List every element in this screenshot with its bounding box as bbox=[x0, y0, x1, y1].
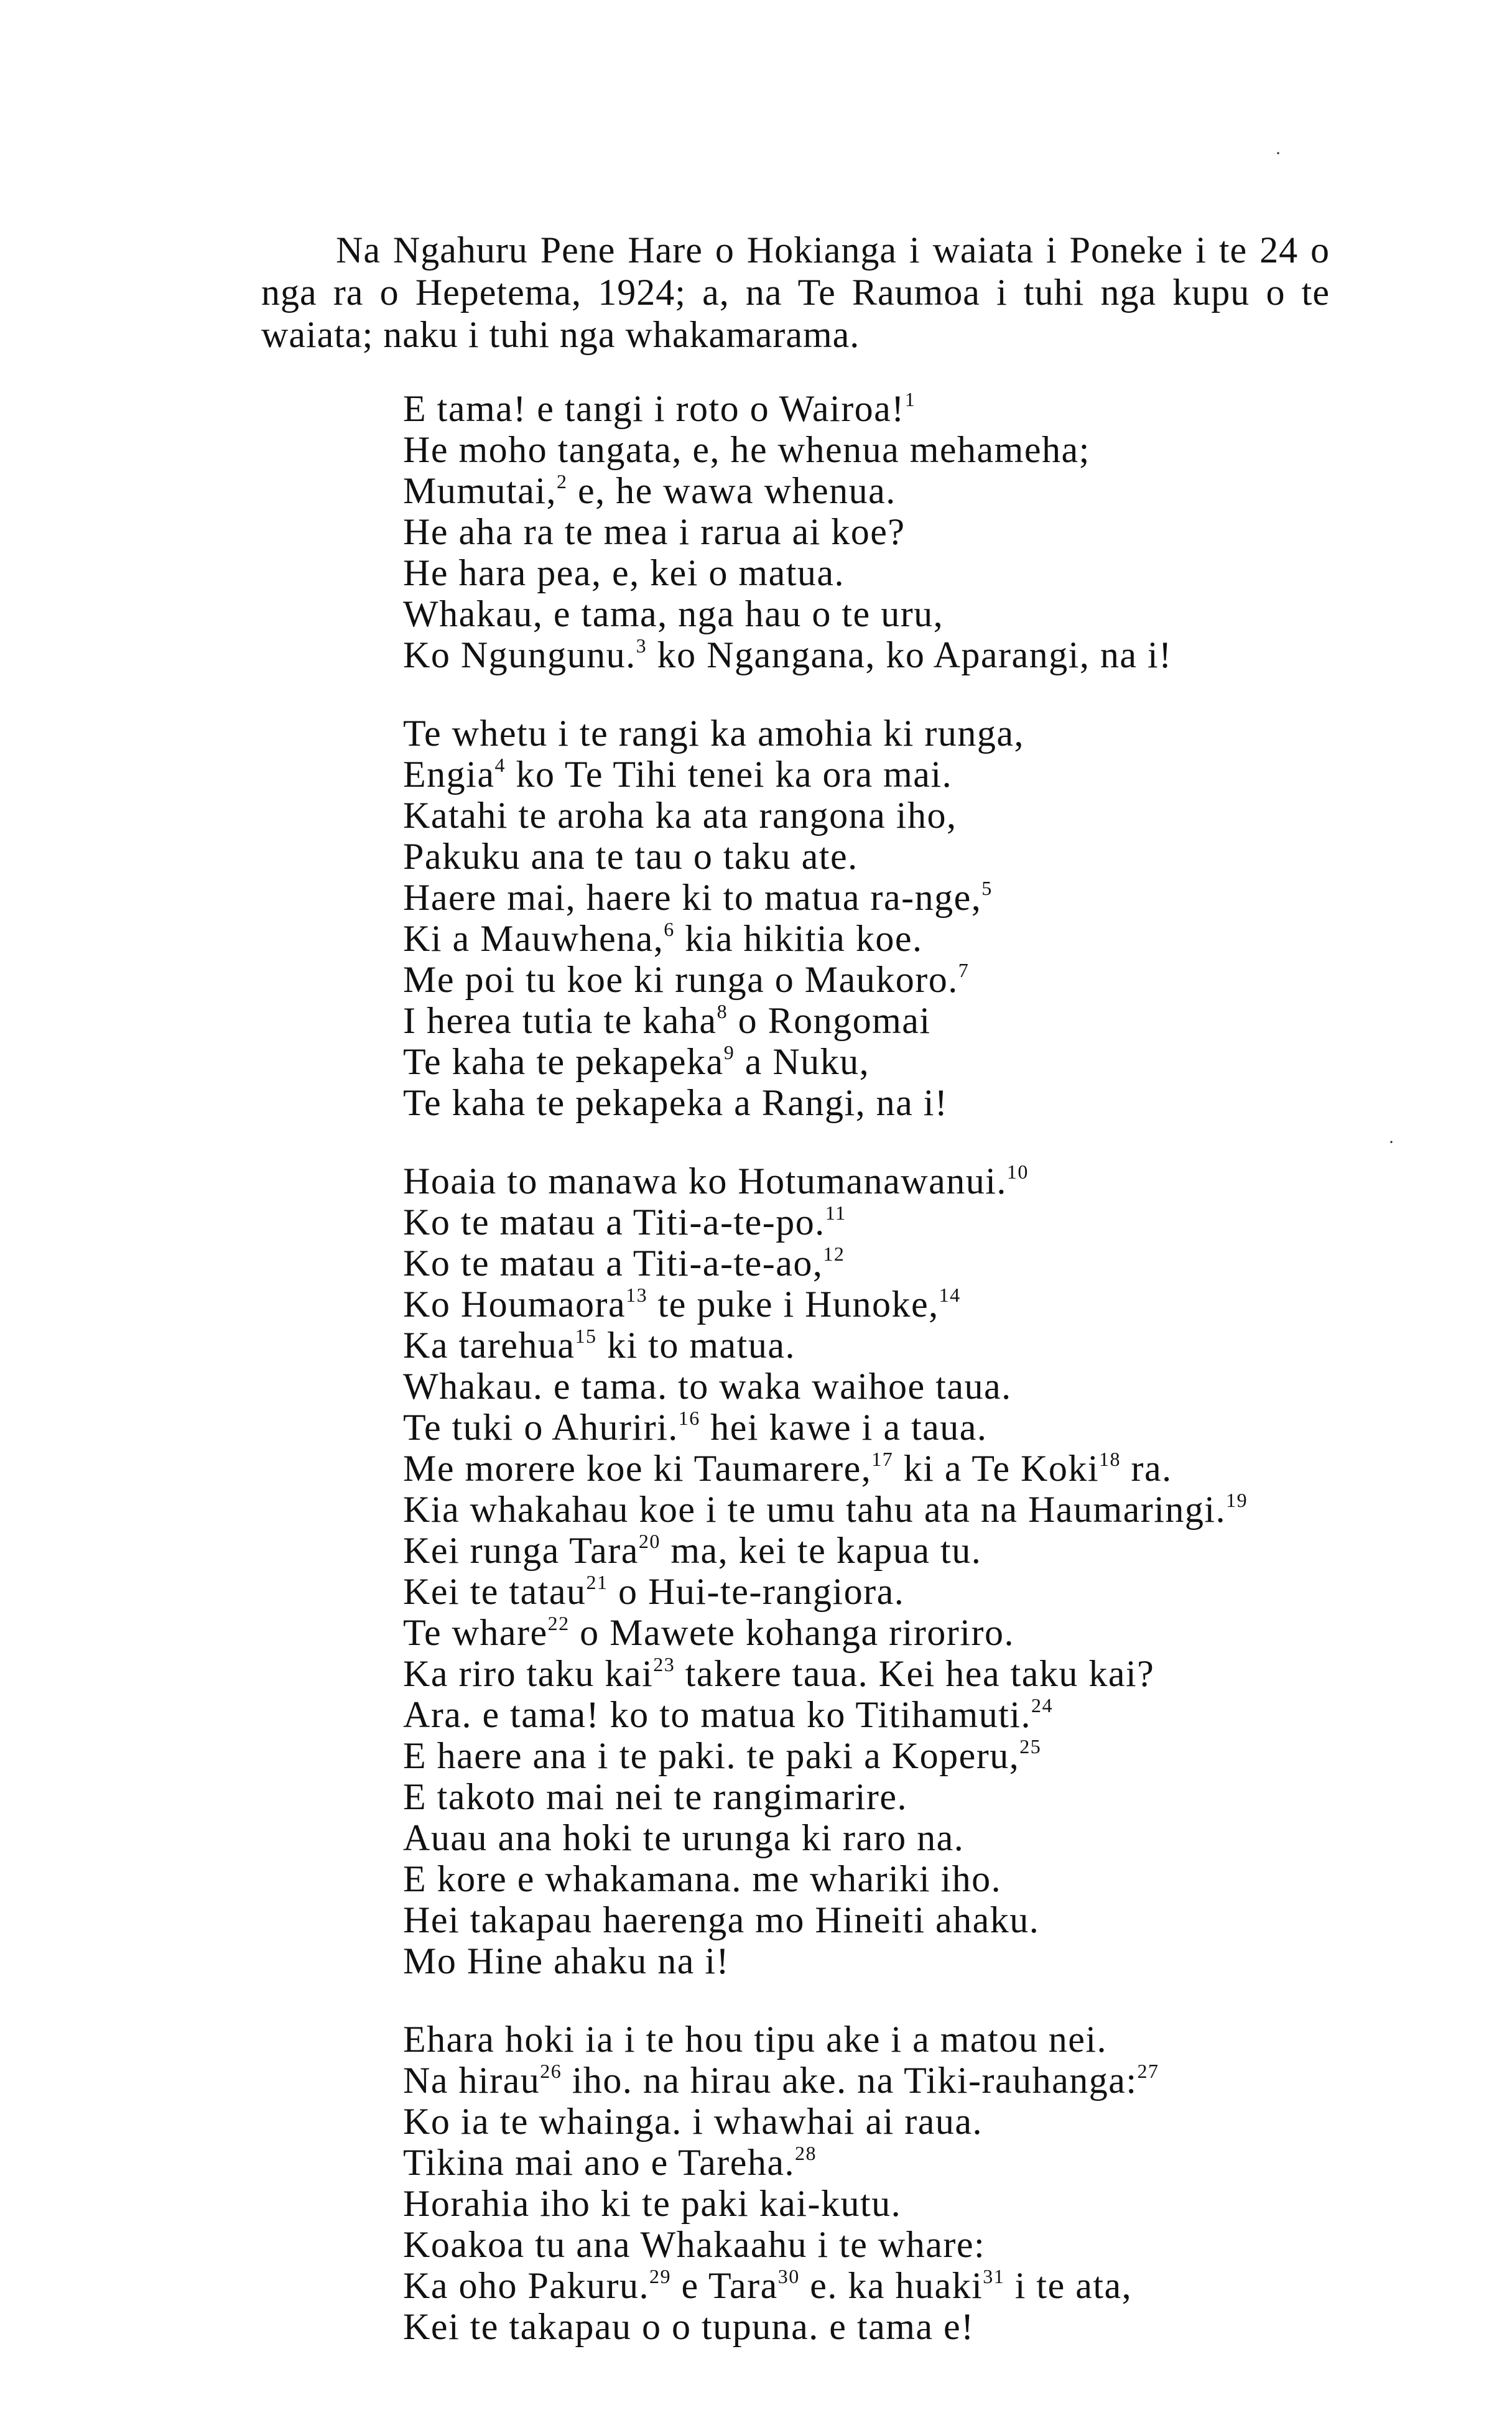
verse-line bbox=[403, 1817, 1398, 1858]
footnote-marker: 6 bbox=[664, 918, 675, 940]
verse-text: Auau ana hoki te urunga ki raro na. bbox=[403, 1817, 965, 1858]
verse-text: I herea tutia te kaha bbox=[403, 1000, 717, 1041]
footnote-marker: 31 bbox=[983, 2265, 1005, 2287]
footnote-marker: 22 bbox=[547, 1612, 570, 1634]
verse-text: E haere ana i te paki. te paki a Koperu, bbox=[403, 1735, 1020, 1776]
verse-text: Te kaha te pekapeka a Rangi, na i! bbox=[403, 1082, 948, 1123]
verse-line bbox=[403, 388, 1398, 429]
footnote-marker: 24 bbox=[1031, 1694, 1054, 1717]
verse-line bbox=[403, 1776, 1398, 1817]
verse-line bbox=[403, 2060, 1398, 2101]
verse-line bbox=[403, 1448, 1398, 1489]
verse-text: Ki a Mauwhena, bbox=[403, 918, 664, 959]
verse-line bbox=[403, 1858, 1398, 1899]
footnote-marker: 25 bbox=[1019, 1735, 1042, 1758]
verse-text: Whakau. e tama. to waka waihoe taua. bbox=[403, 1366, 1012, 1407]
verse-line bbox=[403, 1489, 1398, 1530]
footnote-marker: 8 bbox=[717, 1000, 728, 1022]
verse-text: Kei runga Tara bbox=[403, 1530, 639, 1571]
verse-text: He hara pea, e, kei o matua. bbox=[403, 552, 845, 593]
verse-text: Ka riro taku kai bbox=[403, 1653, 654, 1694]
verse-text: ra. bbox=[1121, 1448, 1172, 1489]
verse-text: o Mawete kohanga riroriro. bbox=[569, 1612, 1014, 1653]
verse-text: Kia whakahau koe i te umu tahu ata na Haumaringi. bbox=[403, 1489, 1227, 1530]
footnote-marker: 15 bbox=[575, 1325, 597, 1347]
verse-line bbox=[403, 2306, 1398, 2347]
verse-text: Ehara hoki ia i te hou tipu ake i a matou nei. bbox=[403, 2019, 1108, 2060]
verse-line bbox=[403, 1571, 1398, 1612]
verse-text: Me poi tu koe ki runga o Maukoro. bbox=[403, 959, 958, 1000]
footnote-marker: 9 bbox=[723, 1041, 735, 1063]
footnote-marker: 27 bbox=[1137, 2060, 1159, 2082]
verse-text: o Rongomai bbox=[728, 1000, 931, 1041]
verse-text: Whakau, e tama, nga hau o te uru, bbox=[403, 593, 944, 634]
footnote-marker: 2 bbox=[557, 470, 568, 493]
footnote-marker: 3 bbox=[636, 634, 647, 657]
verse-text: Te tuki o Ahuriri. bbox=[403, 1407, 679, 1448]
verse-text: iho. na hirau ake. na Tiki-rauhanga: bbox=[562, 2060, 1138, 2101]
verse-line bbox=[403, 634, 1398, 675]
verse-text: Mo Hine ahaku na i! bbox=[403, 1940, 730, 1981]
footnote-marker: 20 bbox=[638, 1530, 661, 1552]
verse-text: Ara. e tama! ko to matua ko Titihamuti. bbox=[403, 1694, 1032, 1735]
verse-text: i te ata, bbox=[1004, 2265, 1133, 2306]
verse-text: He aha ra te mea i rarua ai koe? bbox=[403, 511, 906, 552]
footnote-marker: 21 bbox=[586, 1571, 608, 1593]
verse-line bbox=[403, 836, 1398, 877]
verse-line bbox=[403, 1530, 1398, 1571]
verse-text: Hoaia to manawa ko Hotumanawanui. bbox=[403, 1161, 1007, 1202]
verse-text: E kore e whakamana. me whariki iho. bbox=[403, 1858, 1002, 1899]
footnote-marker: 26 bbox=[540, 2060, 562, 2082]
footnote-marker: 1 bbox=[904, 388, 916, 410]
footnote-marker: 18 bbox=[1099, 1448, 1121, 1470]
stanza bbox=[403, 713, 1398, 1123]
verse-text: e, he wawa whenua. bbox=[567, 470, 896, 511]
verse-line bbox=[403, 1940, 1398, 1981]
verse-line bbox=[403, 713, 1398, 754]
footnote-marker: 29 bbox=[649, 2265, 671, 2287]
footnote-marker: 5 bbox=[981, 877, 993, 899]
verse-line bbox=[403, 1202, 1398, 1243]
verse-line bbox=[403, 1735, 1398, 1776]
footnote-marker: 30 bbox=[777, 2265, 800, 2287]
verse-line bbox=[403, 1041, 1398, 1082]
verse-text: He moho tangata, e, he whenua mehameha; bbox=[403, 429, 1090, 470]
verse-line bbox=[403, 2265, 1398, 2306]
verse-line bbox=[403, 1325, 1398, 1366]
verse-text: Engia bbox=[403, 754, 495, 795]
footnote-marker: 7 bbox=[958, 959, 970, 981]
verse-text: o Hui-te-rangiora. bbox=[608, 1571, 905, 1612]
verse-line bbox=[403, 1161, 1398, 1202]
verse-line bbox=[403, 470, 1398, 511]
stanza bbox=[403, 2019, 1398, 2347]
verse-line bbox=[403, 552, 1398, 593]
verse-text: ki a Te Koki bbox=[893, 1448, 1100, 1489]
stanza bbox=[403, 1161, 1398, 1981]
verse-text: te puke i Hunoke, bbox=[647, 1284, 939, 1325]
verse-text: Koakoa tu ana Whakaahu i te whare: bbox=[403, 2224, 986, 2265]
verse-line bbox=[403, 2142, 1398, 2183]
scan-speck: · bbox=[1275, 143, 1281, 164]
verse-line bbox=[403, 918, 1398, 959]
verse-text: E tama! e tangi i roto o Wairoa! bbox=[403, 388, 905, 429]
verse-line bbox=[403, 2183, 1398, 2224]
verse-line bbox=[403, 1366, 1398, 1407]
verse-text: hei kawe i a taua. bbox=[700, 1407, 988, 1448]
verse-line bbox=[403, 1000, 1398, 1041]
stanza bbox=[403, 388, 1398, 675]
scan-speck: · bbox=[1388, 1132, 1394, 1152]
verse-text: ma, kei te kapua tu. bbox=[660, 1530, 982, 1571]
verse-text: Ka tarehua bbox=[403, 1325, 575, 1366]
verse-text: E takoto mai nei te rangimarire. bbox=[403, 1776, 908, 1817]
verse-text: Me morere koe ki Taumarere, bbox=[403, 1448, 872, 1489]
verse-text: takere taua. Kei hea taku kai? bbox=[675, 1653, 1155, 1694]
verse-line bbox=[403, 754, 1398, 795]
verse-text: Ko te matau a Titi-a-te-ao, bbox=[403, 1243, 823, 1284]
footnote-marker: 11 bbox=[825, 1202, 846, 1224]
verse-text: ko Te Tihi tenei ka ora mai. bbox=[505, 754, 953, 795]
verse-text: e Tara bbox=[670, 2265, 778, 2306]
verse-line bbox=[403, 2101, 1398, 2142]
footnote-marker: 14 bbox=[939, 1284, 961, 1306]
intro-text: Na Ngahuru Pene Hare o Hokianga i waiata i Poneke i te 24 o nga ra o Hepetema, 1924; a, na Te Raumoa i tuhi nga kupu o te waiata; naku i tuhi nga whakamarama. bbox=[261, 229, 1330, 355]
verse-line bbox=[403, 877, 1398, 918]
verse-text: Haere mai, haere ki to matua ra-nge, bbox=[403, 877, 982, 918]
verse-text: a Nuku, bbox=[735, 1041, 870, 1082]
verse-line bbox=[403, 1653, 1398, 1694]
footnote-marker: 13 bbox=[626, 1284, 648, 1306]
verse-line bbox=[403, 2224, 1398, 2265]
verse-line bbox=[403, 2019, 1398, 2060]
song-verses bbox=[403, 388, 1398, 2384]
verse-text: Katahi te aroha ka ata rangona iho, bbox=[403, 795, 957, 836]
verse-line bbox=[403, 1407, 1398, 1448]
footnote-marker: 23 bbox=[653, 1653, 675, 1675]
verse-text: Te whare bbox=[403, 1612, 548, 1653]
footnote-marker: 19 bbox=[1226, 1489, 1248, 1511]
intro-paragraph bbox=[261, 229, 1330, 356]
verse-line bbox=[403, 1694, 1398, 1735]
verse-text: Ko Ngungunu. bbox=[403, 634, 636, 675]
verse-line bbox=[403, 593, 1398, 634]
verse-text: e. ka huaki bbox=[799, 2265, 983, 2306]
verse-text: Hei takapau haerenga mo Hineiti ahaku. bbox=[403, 1899, 1040, 1940]
footnote-marker: 10 bbox=[1006, 1161, 1029, 1183]
footnote-marker: 17 bbox=[871, 1448, 894, 1470]
verse-text: Te whetu i te rangi ka amohia ki runga, bbox=[403, 713, 1024, 754]
verse-text: Ka oho Pakuru. bbox=[403, 2265, 649, 2306]
verse-line bbox=[403, 429, 1398, 470]
verse-line bbox=[403, 1284, 1398, 1325]
verse-text: Ko te matau a Titi-a-te-po. bbox=[403, 1202, 825, 1243]
verse-text: kia hikitia koe. bbox=[674, 918, 923, 959]
verse-line bbox=[403, 959, 1398, 1000]
verse-text: Te kaha te pekapeka bbox=[403, 1041, 724, 1082]
verse-text: ko Ngangana, ko Aparangi, na i! bbox=[647, 634, 1172, 675]
verse-text: Horahia iho ki te paki kai-kutu. bbox=[403, 2183, 902, 2224]
verse-text: ki to matua. bbox=[596, 1325, 795, 1366]
verse-text: Ko ia te whainga. i whawhai ai raua. bbox=[403, 2101, 983, 2142]
verse-text: Mumutai, bbox=[403, 470, 557, 511]
verse-text: Pakuku ana te tau o taku ate. bbox=[403, 836, 858, 877]
footnote-marker: 16 bbox=[678, 1407, 700, 1429]
verse-line bbox=[403, 795, 1398, 836]
verse-line bbox=[403, 511, 1398, 552]
verse-line bbox=[403, 1243, 1398, 1284]
footnote-marker: 28 bbox=[795, 2142, 817, 2164]
verse-line bbox=[403, 1082, 1398, 1123]
verse-text: Ko Houmaora bbox=[403, 1284, 626, 1325]
footnote-marker: 12 bbox=[823, 1243, 845, 1265]
verse-text: Kei te takapau o o tupuna. e tama e! bbox=[403, 2306, 975, 2347]
verse-text: Na hirau bbox=[403, 2060, 540, 2101]
verse-text: Kei te tatau bbox=[403, 1571, 587, 1612]
verse-line bbox=[403, 1899, 1398, 1940]
verse-text: Tikina mai ano e Tareha. bbox=[403, 2142, 795, 2183]
footnote-marker: 4 bbox=[494, 754, 506, 776]
verse-line bbox=[403, 1612, 1398, 1653]
